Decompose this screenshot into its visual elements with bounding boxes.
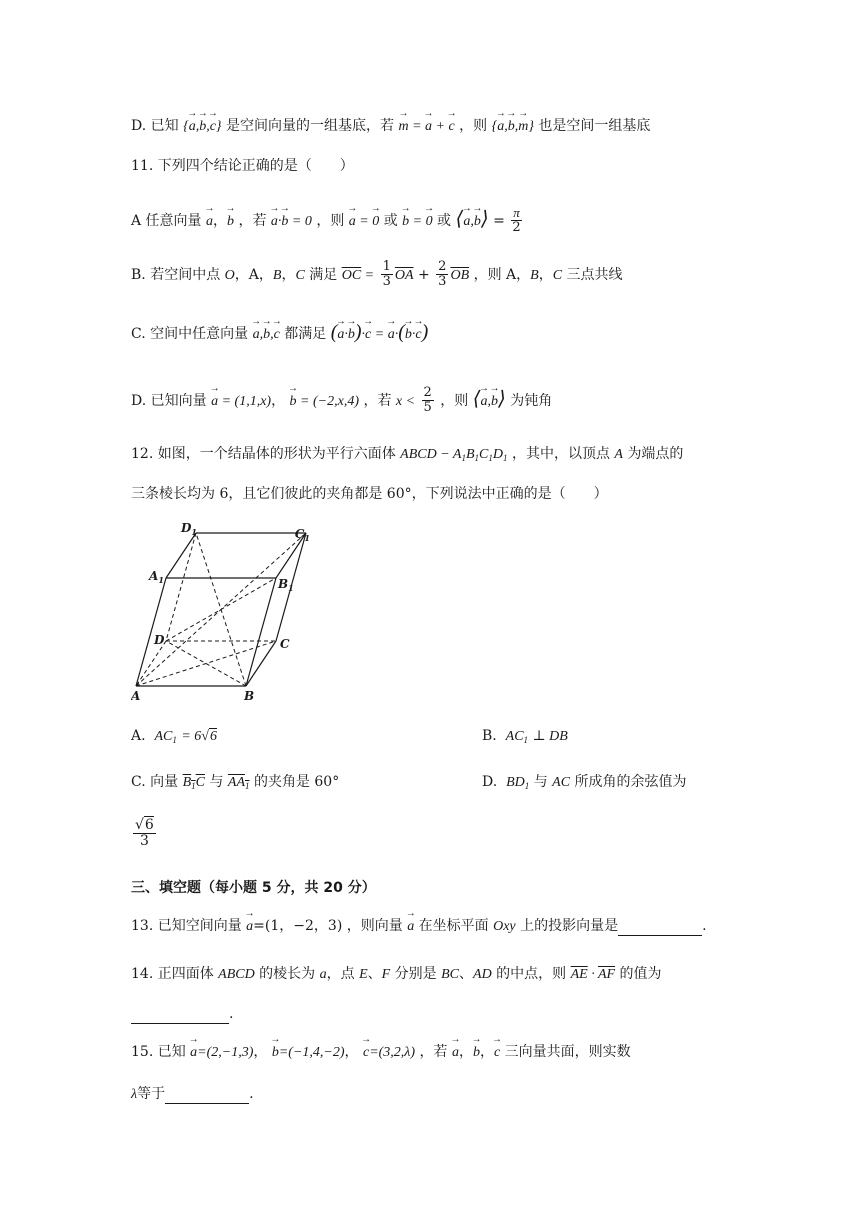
- q12-option-d: D. $BD_1$ 与 AC 所成角的余弦值为: [482, 774, 687, 791]
- q11-stem: 11. 下列四个结论正确的是（ ）: [131, 158, 354, 174]
- pi-over-two: $\frac{\pi}{2}$: [512, 205, 521, 236]
- q13-answer-blank[interactable]: [618, 918, 702, 936]
- q14-answer: .: [131, 1006, 233, 1024]
- parallelepiped-figure: [131, 518, 311, 708]
- label-a: A: [131, 689, 141, 703]
- label-b: B: [244, 689, 255, 703]
- label-a1: $A_1$: [149, 569, 164, 585]
- label-d: D: [154, 633, 165, 647]
- q15-answer-blank[interactable]: [165, 1086, 249, 1104]
- q15: 15. 已知 → a=(2,−1,3)， → b=(−1,4,−2)， → c=(3,2,λ) ，若 → a，→ b，→ c 三向量共面，则实数: [131, 1044, 631, 1062]
- q14: 14. 正四面体 ABCD 的棱长为 a，点 E、F 分别是 BC、AD 的中点，则 $\overline{AE} \cdot \overline{AF}$ 的值为: [131, 966, 662, 982]
- vector-m-equation: → m = → a + → c: [398, 119, 454, 134]
- q12-option-a: A. $AC_1 = 6√6$: [131, 728, 217, 745]
- q15-answer: λ等于 .: [131, 1086, 254, 1102]
- label-c: C: [280, 637, 290, 651]
- q11-option-d: D. 已知向量 → a = (1,1,x)， → b = (−2,x,4) ，若 x < $\frac{2}{5}$ ，则 ⟨→ a,→ b⟩ 为钝角: [131, 386, 552, 416]
- q11-option-c: C. 空间中任意向量 → a,→ b,→ c 都满足 (→ a·→ b)·→ c = → a·(→ b·→ c): [131, 320, 428, 344]
- basis-set-abm: {→ a,→ b,→ m}: [492, 119, 534, 134]
- section-3-title: 三、填空题（每小题 5 分，共 20 分）: [131, 880, 376, 896]
- q10-option-d: D. 已知 {→ a,→ b,→ c} 是空间向量的一组基底，若 → m = → a + → c ，则 {→ a,→ b,→ m} 也是空间一组基底: [131, 118, 650, 136]
- q12-option-b: B. $AC_1$ ⊥ DB: [482, 728, 568, 745]
- q11-option-b: B. 若空间中点 O，A，B，C 满足 $\overline{OC}$ = $\frac{1}{3}$ $\overline{OA}$ + $\frac{2}{3}$ $\overline{OB}$ ，则 A，B，C 三点共线: [131, 259, 623, 290]
- q12-stem-line2: 三条棱长均为 6，且它们彼此的夹角都是 60°，下列说法中正确的是（ ）: [131, 486, 608, 502]
- q13: 13. 已知空间向量 → a=(1，−2，3) ，则向量 → a 在坐标平面 Oxy 上的投影向量是 .: [131, 918, 707, 936]
- label-d1: $D_1$: [181, 521, 197, 537]
- basis-set-abc: {→ a,→ b,→ c}: [183, 119, 221, 134]
- q12-option-c: C. 向量 $B_1C$ 与 $AA_1$ 的夹角是 60°: [131, 774, 340, 791]
- q12-option-d-answer: $\frac{√6}{3}$: [135, 817, 154, 850]
- q11-option-a: A 任意向量 → a，→ b ，若 → a·→ b = 0 ，则 → a = → 0 或 → b = → 0 或 ⟨→ a,→ b⟩ = $\frac{\pi}{2}$: [131, 206, 524, 236]
- label-b1: $B_1$: [278, 577, 294, 593]
- label-c1: $C_1$: [294, 527, 310, 543]
- q12-stem-line1: 12. 如图，一个结晶体的形状为平行六面体 ABCD − $A_1B_1C_1D_1$ ，其中，以顶点 A 为端点的: [131, 446, 684, 463]
- q14-answer-blank[interactable]: [131, 1006, 229, 1024]
